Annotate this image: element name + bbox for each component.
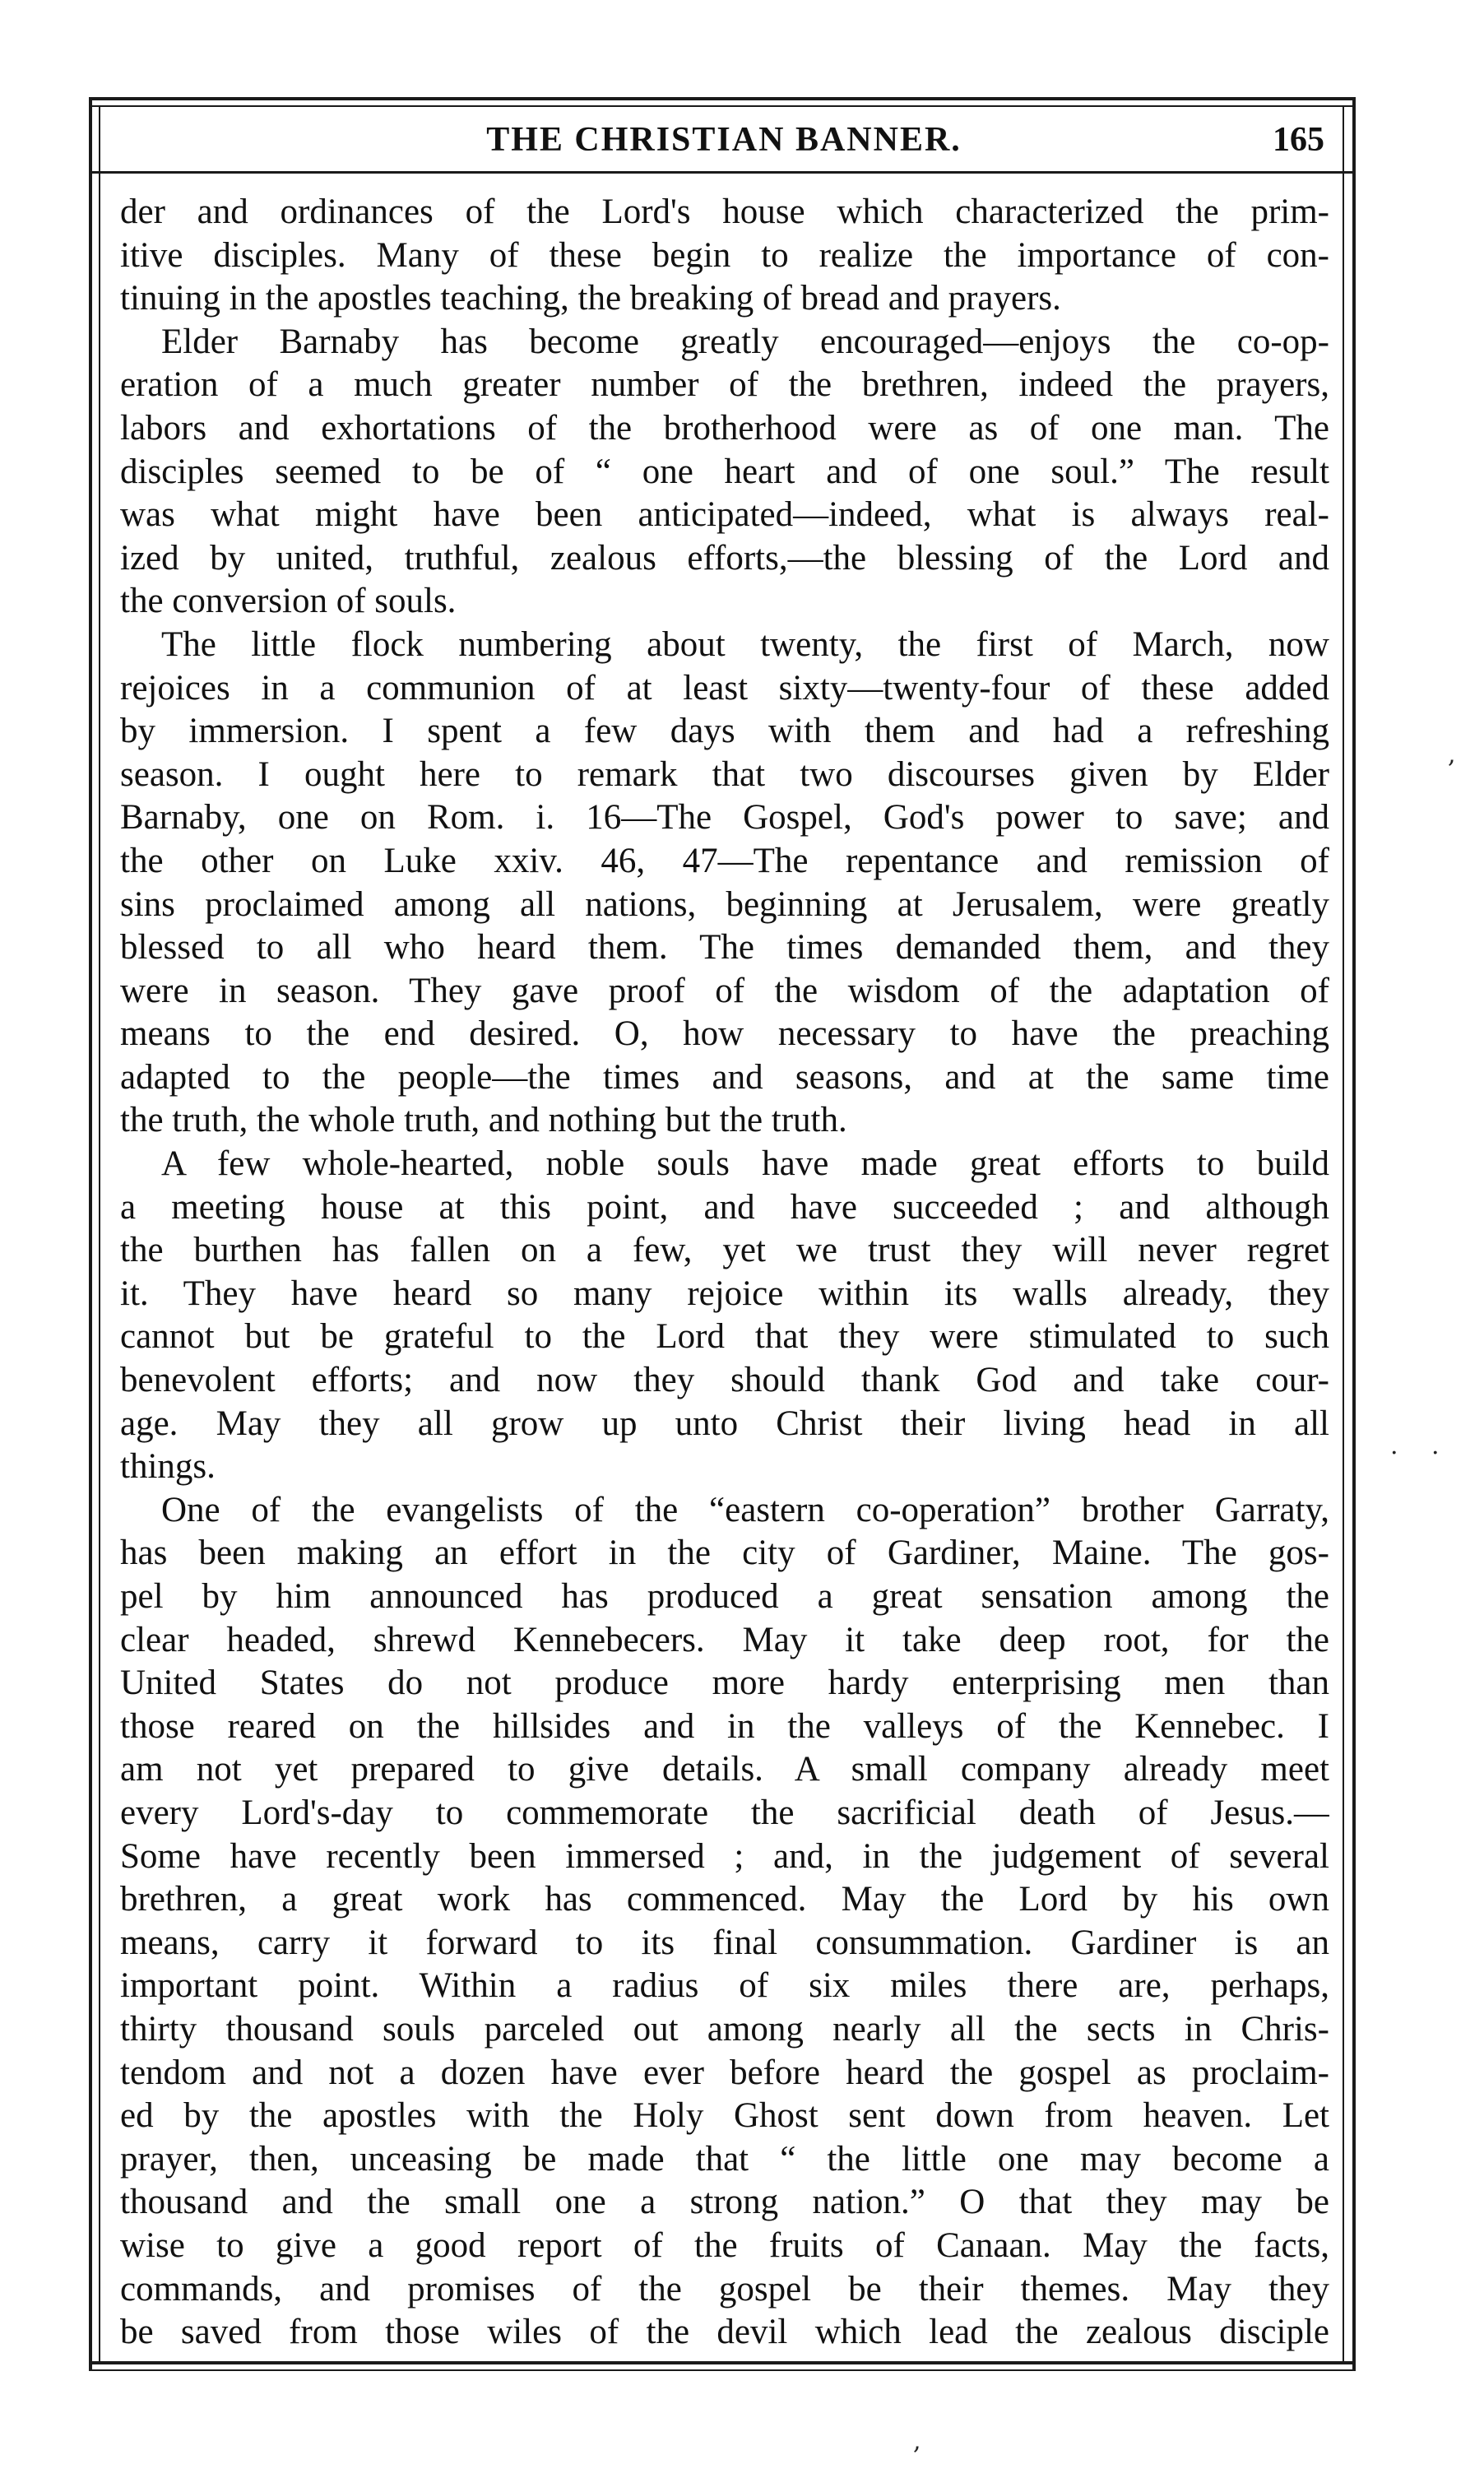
text-line: were in season. They gave proof of the wisdom of the adaptation of	[120, 971, 1329, 1010]
text-line: The little flock numbering about twenty, the first of March, now	[161, 624, 1329, 664]
left-border-rule	[89, 97, 92, 2371]
print-speck: .	[1390, 1432, 1398, 1460]
text-line: the burthen has fallen on a few, yet we trust they will never regret	[120, 1231, 1329, 1270]
text-line: has been making an effort in the city of Gardiner, Maine. The gos-	[120, 1534, 1329, 1573]
text-line: brethren, a great work has commenced. May the Lord by his own	[120, 1880, 1329, 1919]
right-border-rule-inner	[1343, 105, 1344, 2363]
print-speck: ,	[1448, 740, 1456, 769]
journal-title: THE CHRISTIAN BANNER.	[486, 121, 962, 159]
top-border-rule	[89, 97, 1356, 100]
bottom-border-rule	[89, 2361, 1356, 2364]
text-line: Barnaby, one on Rom. i. 16—The Gospel, God's power to save; and	[120, 798, 1329, 838]
text-line: tinuing in the apostles teaching, the breaking of bread and prayers.	[120, 279, 1061, 318]
text-line: it. They have heard so many rejoice within its walls already, they	[120, 1274, 1329, 1313]
text-line: thousand and the small one a strong nation.” O that they may be	[120, 2183, 1329, 2222]
text-line: United States do not produce more hardy enterprising men than	[120, 1664, 1329, 1703]
text-line: pel by him announced has produced a great sensation among the	[120, 1577, 1329, 1616]
text-line: am not yet prepared to give details. A small company already meet	[120, 1750, 1329, 1789]
bottom-border-rule-inner	[89, 2369, 1356, 2371]
text-line: by immersion. I spent a few days with them and had a refreshing	[120, 712, 1329, 751]
text-line: age. May they all grow up unto Christ their living head in all	[120, 1404, 1329, 1443]
article-body	[120, 191, 1329, 2355]
text-line: der and ordinances of the Lord's house which characterized the prim-	[120, 193, 1329, 231]
text-line: commands, and promises of the gospel be their themes. May they	[120, 2269, 1329, 2309]
text-line: thirty thousand souls parceled out among nearly all the sects in Chris-	[120, 2009, 1329, 2049]
text-line: labors and exhortations of the brotherhood were as of one man. The	[120, 408, 1329, 448]
text-line: rejoices in a communion of at least sixty—twenty-four of these added	[120, 668, 1329, 708]
text-line: was what might have been anticipated—indeed, what is always real-	[120, 495, 1329, 535]
text-line: things.	[120, 1447, 216, 1487]
text-line: Elder Barnaby has become greatly encouraged—enjoys the co-op-	[161, 322, 1329, 361]
text-line: blessed to all who heard them. The times demanded them, and they	[120, 928, 1329, 968]
text-line: the other on Luke xxiv. 46, 47—The repentance and remission of	[120, 841, 1329, 880]
text-line: means, carry it forward to its final consummation. Gardiner is an	[120, 1923, 1329, 1962]
text-line: season. I ought here to remark that two discourses given by Elder	[120, 754, 1329, 794]
page-number: 165	[1273, 121, 1324, 159]
text-line: prayer, then, unceasing be made that “ the little one may become a	[120, 2139, 1329, 2179]
text-line: adapted to the people—the times and seasons, and at the same time	[120, 1057, 1329, 1097]
text-line: disciples seemed to be of “ one heart and of one soul.” The result	[120, 452, 1329, 491]
text-line: the conversion of souls.	[120, 582, 457, 621]
left-border-rule-inner	[99, 105, 100, 2363]
text-line: itive disciples. Many of these begin to realize the importance of con-	[120, 235, 1329, 275]
text-line: be saved from those wiles of the devil which lead the zealous disciple	[120, 2313, 1329, 2352]
text-line: ed by the apostles with the Holy Ghost sent down from heaven. Let	[120, 2096, 1329, 2136]
text-line: One of the evangelists of the “eastern co-operation” brother Garraty,	[161, 1490, 1329, 1529]
print-speck: .	[1431, 1432, 1440, 1460]
text-line: A few whole-hearted, noble souls have made great efforts to build	[161, 1144, 1329, 1184]
text-line: eration of a much greater number of the brethren, indeed the prayers,	[120, 365, 1329, 405]
text-line: tendom and not a dozen have ever before heard the gospel as proclaim-	[120, 2053, 1329, 2092]
print-speck: ,	[913, 2427, 921, 2456]
text-line: cannot but be grateful to the Lord that they were stimulated to such	[120, 1317, 1329, 1357]
running-header	[115, 115, 1333, 166]
right-border-rule	[1352, 97, 1356, 2371]
text-line: important point. Within a radius of six miles there are, perhaps,	[120, 1966, 1329, 2006]
text-line: clear headed, shrewd Kennebecers. May it take deep root, for the	[120, 1620, 1329, 1659]
text-line: wise to give a good report of the fruits of Canaan. May the facts,	[120, 2225, 1329, 2265]
text-line: Some have recently been immersed ; and, in the judgement of several	[120, 1836, 1329, 1876]
text-line: sins proclaimed among all nations, beginning at Jerusalem, were greatly	[120, 884, 1329, 924]
text-line: benevolent efforts; and now they should thank God and take cour-	[120, 1361, 1329, 1400]
text-line: means to the end desired. O, how necessary to have the preaching	[120, 1014, 1329, 1054]
top-border-rule-inner	[89, 105, 1356, 107]
text-line: ized by united, truthful, zealous efforts,—the blessing of the Lord and	[120, 538, 1329, 578]
text-line: every Lord's-day to commemorate the sacrificial death of Jesus.—	[120, 1793, 1329, 1832]
text-line: the truth, the whole truth, and nothing but the truth.	[120, 1101, 847, 1140]
text-line: those reared on the hillsides and in the valleys of the Kennebec. I	[120, 1706, 1329, 1746]
header-rule	[89, 171, 1356, 174]
text-line: a meeting house at this point, and have succeeded ; and although	[120, 1187, 1329, 1227]
